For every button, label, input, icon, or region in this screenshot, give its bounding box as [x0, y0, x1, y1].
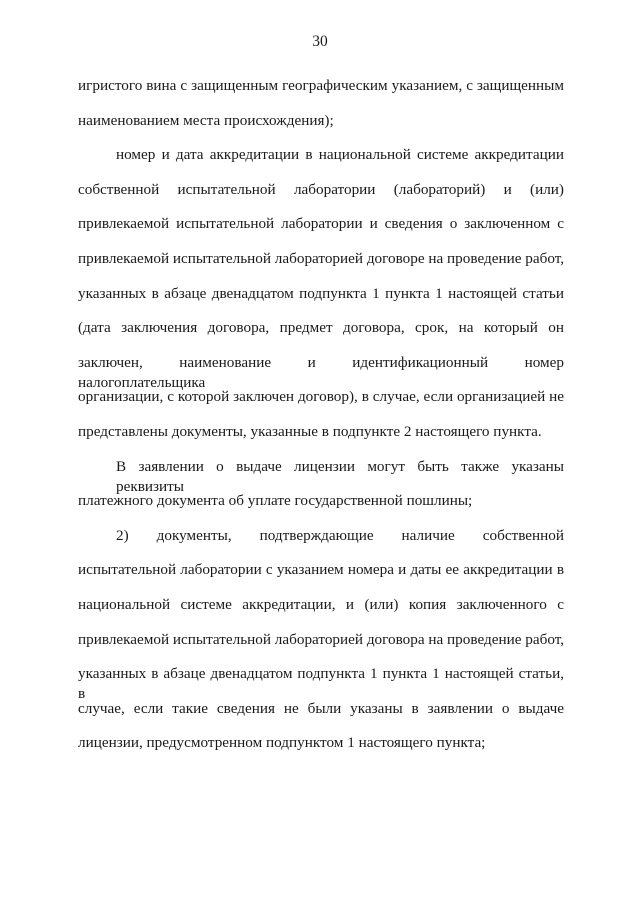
text-line: национальной системе аккредитации, и (или) копия заключенного с	[78, 596, 564, 613]
text-line: организации, с которой заключен договор), в случае, если организацией не	[78, 388, 564, 406]
text-line: 2) документы, подтверждающие наличие собственной	[116, 526, 564, 544]
page-number: 30	[312, 33, 328, 50]
text-line: привлекаемой испытательной лаборатории и сведения о заключенном с	[78, 215, 564, 233]
text-line: представлены документы, указанные в подпункте 2 настоящего пункта.	[78, 423, 542, 440]
text-line: платежного документа об уплате государственной пошлины;	[78, 492, 473, 510]
text-line: (дата заключения договора, предмет договора, срок, на который он	[78, 319, 564, 337]
text-line: наименованием места происхождения);	[78, 111, 334, 129]
text-line: игристого вина с защищенным географическим указанием, с защищенным	[78, 77, 564, 94]
text-line: В заявлении о выдаче лицензии могут быть также указаны реквизиты	[116, 457, 564, 495]
text-line: номер и дата аккредитации в национальной системе аккредитации	[116, 146, 564, 164]
text-line: заключен, наименование и идентификационный номер налогоплательщика	[78, 353, 564, 391]
text-line: испытательной лаборатории с указанием номера и даты ее аккредитации в	[78, 561, 564, 579]
text-line: привлекаемой испытательной лабораторией договора на проведение работ,	[78, 630, 564, 648]
text-line: случае, если такие сведения не были указаны в заявлении о выдаче	[78, 699, 564, 717]
text-line: привлекаемой испытательной лабораторией договоре на проведение работ,	[78, 250, 564, 267]
text-line: собственной испытательной лаборатории (лабораторий) и (или)	[78, 180, 564, 198]
text-line: лицензии, предусмотренном подпунктом 1 настоящего пункта;	[78, 734, 486, 752]
text-line: указанных в абзаце двенадцатом подпункта 1 пункта 1 настоящей статьи	[78, 284, 564, 302]
text-line: указанных в абзаце двенадцатом подпункта 1 пункта 1 настоящей статьи, в	[78, 665, 564, 703]
